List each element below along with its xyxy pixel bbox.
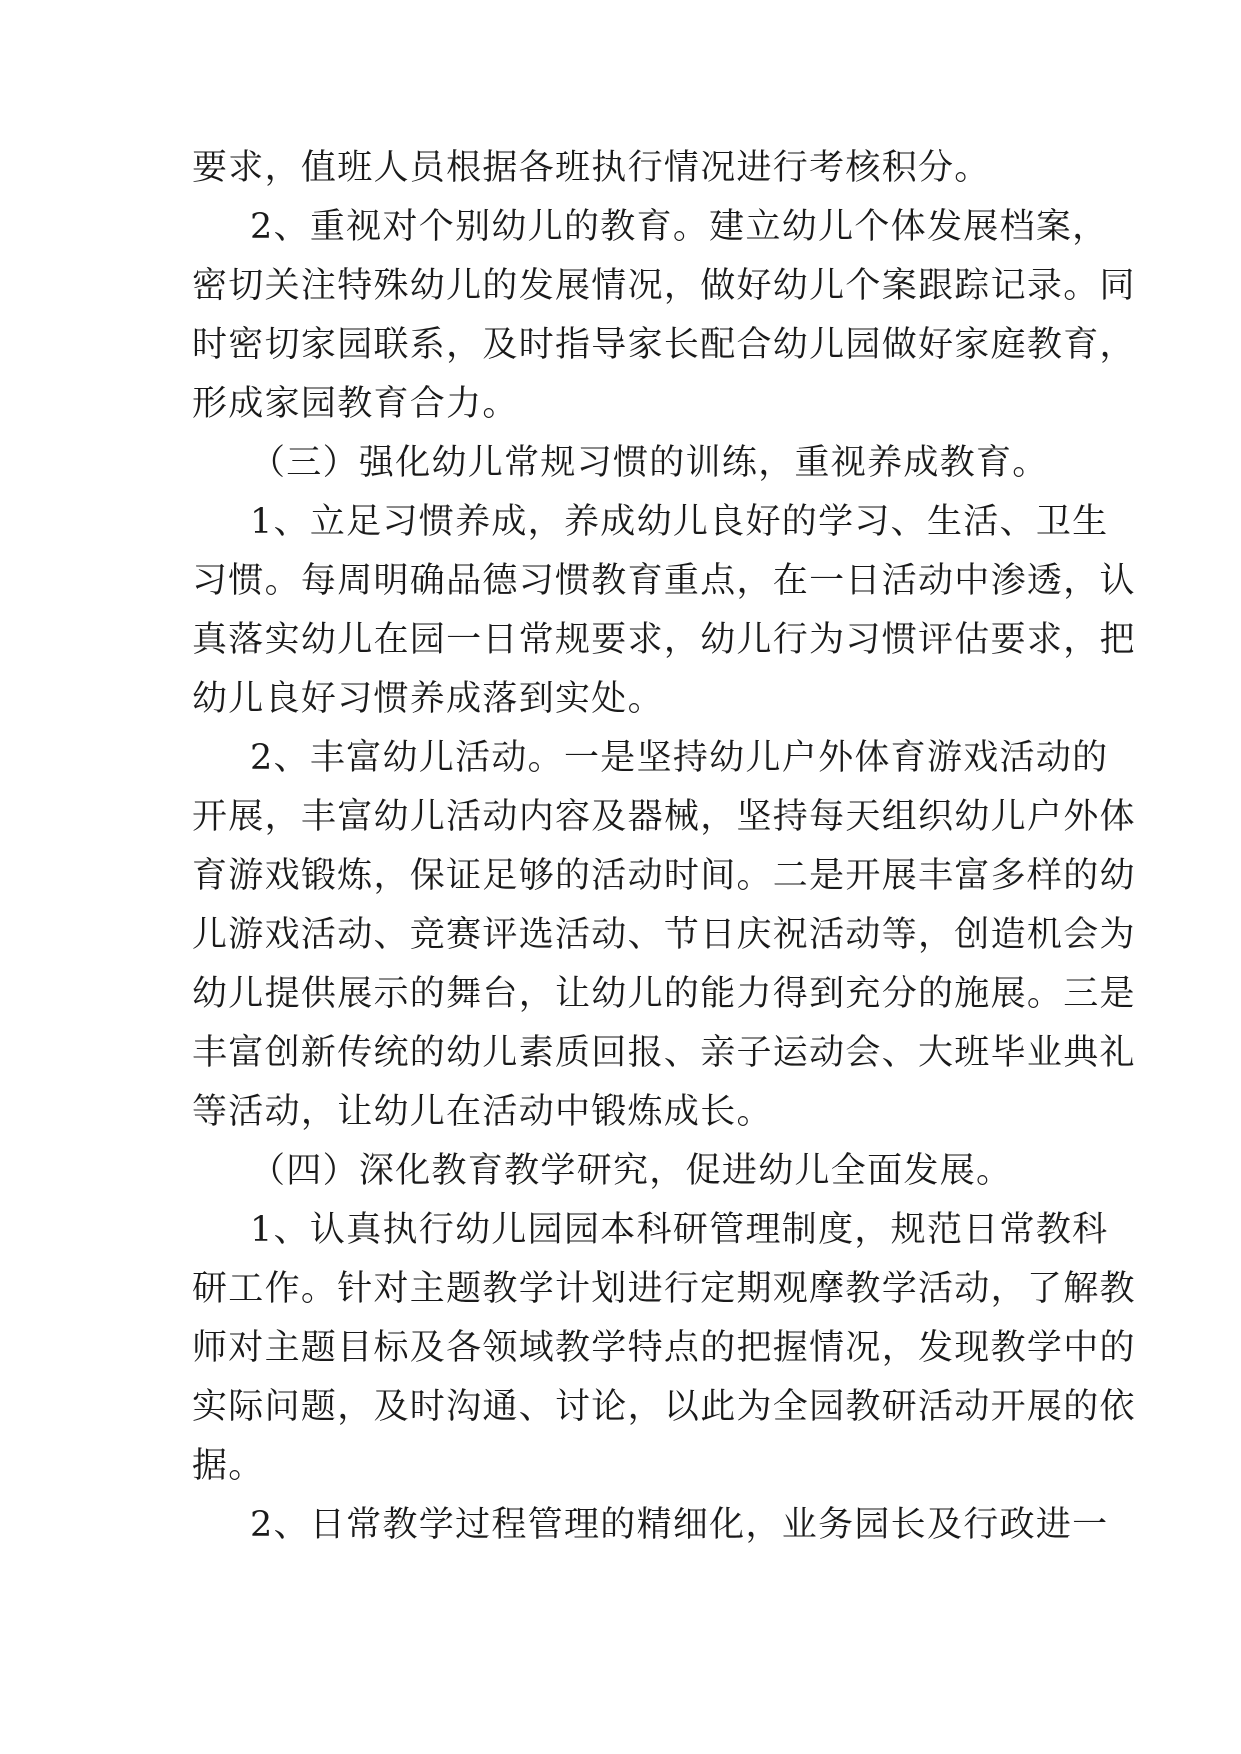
- text-line: 要求，值班人员根据各班执行情况进行考核积分。: [192, 148, 991, 188]
- text-line: 密切关注特殊幼儿的发展情况，做好幼儿个案跟踪记录。同: [192, 266, 1136, 306]
- text-line: 1、立足习惯养成，养成幼儿良好的学习、生活、卫生: [250, 502, 1109, 542]
- text-line: 师对主题目标及各领域教学特点的把握情况，发现教学中的: [192, 1328, 1136, 1368]
- text-line: 据。: [192, 1446, 265, 1486]
- text-line: 育游戏锻炼，保证足够的活动时间。二是开展丰富多样的幼: [192, 856, 1136, 896]
- text-line: 研工作。针对主题教学计划进行定期观摩教学活动，了解教: [192, 1269, 1136, 1309]
- text-line: 等活动，让幼儿在活动中锻炼成长。: [192, 1092, 773, 1132]
- text-line: 真落实幼儿在园一日常规要求，幼儿行为习惯评估要求，把: [192, 620, 1136, 660]
- text-line: 儿游戏活动、竞赛评选活动、节日庆祝活动等，创造机会为: [192, 915, 1136, 955]
- text-line: 开展，丰富幼儿活动内容及器械，坚持每天组织幼儿户外体: [192, 797, 1136, 837]
- text-line: 实际问题，及时沟通、讨论，以此为全园教研活动开展的依: [192, 1387, 1136, 1427]
- text-line: 形成家园教育合力。: [192, 384, 519, 424]
- text-line: 1、认真执行幼儿园园本科研管理制度，规范日常教科: [250, 1210, 1109, 1250]
- text-line: 幼儿提供展示的舞台，让幼儿的能力得到充分的施展。三是: [192, 974, 1136, 1014]
- text-line: 2、日常教学过程管理的精细化，业务园长及行政进一: [250, 1505, 1109, 1545]
- section-heading: （三）强化幼儿常规习惯的训练，重视养成教育。: [250, 443, 1049, 483]
- text-line: 丰富创新传统的幼儿素质回报、亲子运动会、大班毕业典礼: [192, 1033, 1136, 1073]
- text-line: 时密切家园联系，及时指导家长配合幼儿园做好家庭教育，: [192, 325, 1136, 365]
- section-heading: （四）深化教育教学研究，促进幼儿全面发展。: [250, 1151, 1013, 1191]
- text-line: 习惯。每周明确品德习惯教育重点，在一日活动中渗透，认: [192, 561, 1136, 601]
- text-line: 2、丰富幼儿活动。一是坚持幼儿户外体育游戏活动的: [250, 738, 1109, 778]
- text-line: 幼儿良好习惯养成落到实处。: [192, 679, 664, 719]
- text-line: 2、重视对个别幼儿的教育。建立幼儿个体发展档案，: [250, 207, 1109, 247]
